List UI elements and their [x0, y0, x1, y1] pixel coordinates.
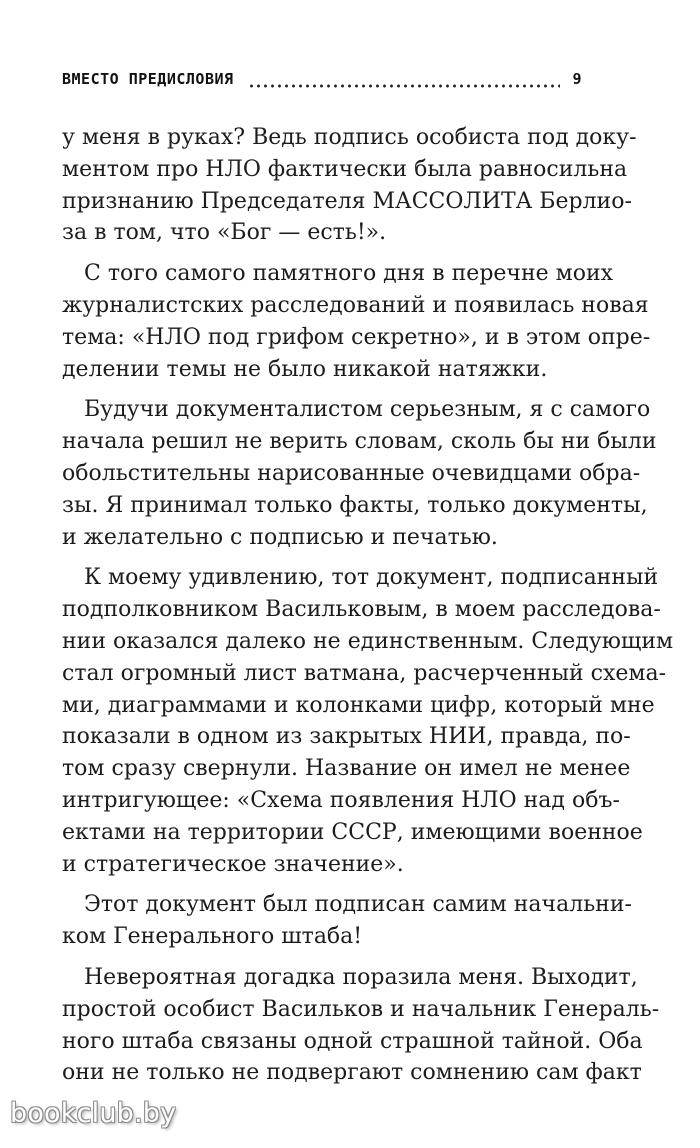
paragraph	[62, 258, 651, 385]
paragraph	[62, 962, 660, 1089]
paragraph	[62, 562, 674, 880]
text-line: обольстительны нарисованные очевидцами обра-	[62, 460, 641, 486]
text-line: и желательно с подписью и печатью.	[62, 524, 498, 550]
text-line: за в том, что «Бог — есть!».	[62, 220, 387, 246]
text-line: Этот документ был подписан самим начальни-	[84, 892, 632, 918]
text-line: начала решил не верить словам, сколь бы ни были	[62, 429, 657, 455]
text-line: и стратегическое значение».	[62, 851, 404, 877]
text-line: Невероятная догадка поразила меня. Выходит,	[84, 964, 638, 990]
dot-leader	[248, 84, 561, 88]
text-line: зы. Я принимал только факты, только документы,	[62, 492, 648, 518]
text-line: ми, диаграммами и колонками цифр, который мне	[62, 692, 655, 718]
text-line: нии оказался далеко не единственным. Следующим	[62, 628, 674, 654]
text-line: ектами на территории СССР, имеющими военное	[62, 819, 643, 845]
text-line: делении темы не было никакой натяжки.	[62, 356, 548, 382]
text-line: ком Генерального штаба!	[62, 924, 363, 950]
text-line: С того самого памятного дня в перечне моих	[84, 261, 614, 287]
text-line: Будучи документалистом серьезным, я с самого	[84, 397, 651, 423]
text-line: у меня в руках? Ведь подпись особиста под доку-	[62, 125, 637, 150]
text-line: признанию Председателя МАССОЛИТА Берлио-	[62, 188, 632, 214]
watermark-logo: bookclub.by	[10, 1098, 177, 1129]
paragraph	[62, 122, 637, 249]
text-line: ментом про НЛО фактически была равносильна	[62, 156, 628, 182]
text-line: показали в одном из закрытых НИИ, правда, по-	[62, 724, 631, 750]
text-line: интригующее: «Схема появления НЛО над объ-	[62, 787, 620, 813]
paragraph	[62, 394, 657, 553]
text-line: подполковником Васильковым, в моем расследова-	[62, 597, 661, 623]
text-line: простой особист Васильков и начальник Генераль-	[62, 996, 660, 1022]
text-line: К моему удивлению, тот документ, подписанный	[84, 565, 659, 591]
text-line: ного штаба связаны одной страшной тайной. Оба	[62, 1028, 643, 1054]
running-head-title: ВМЕСТО ПРЕДИСЛОВИЯ	[62, 70, 234, 88]
paragraph	[62, 889, 632, 953]
text-line: тема: «НЛО под грифом секретно», и в этом опре-	[62, 324, 651, 350]
page-number: 9	[572, 70, 582, 88]
text-line: стал огромный лист ватмана, расчерченный схема-	[62, 660, 667, 686]
running-head	[62, 70, 582, 96]
text-line: том сразу свернули. Название он имел не менее	[62, 756, 631, 782]
text-line: журналистских расследований и появилась новая	[62, 292, 649, 318]
text-line: они не только не подвергают сомнению сам факт	[62, 1060, 642, 1086]
body-text	[62, 122, 674, 1089]
